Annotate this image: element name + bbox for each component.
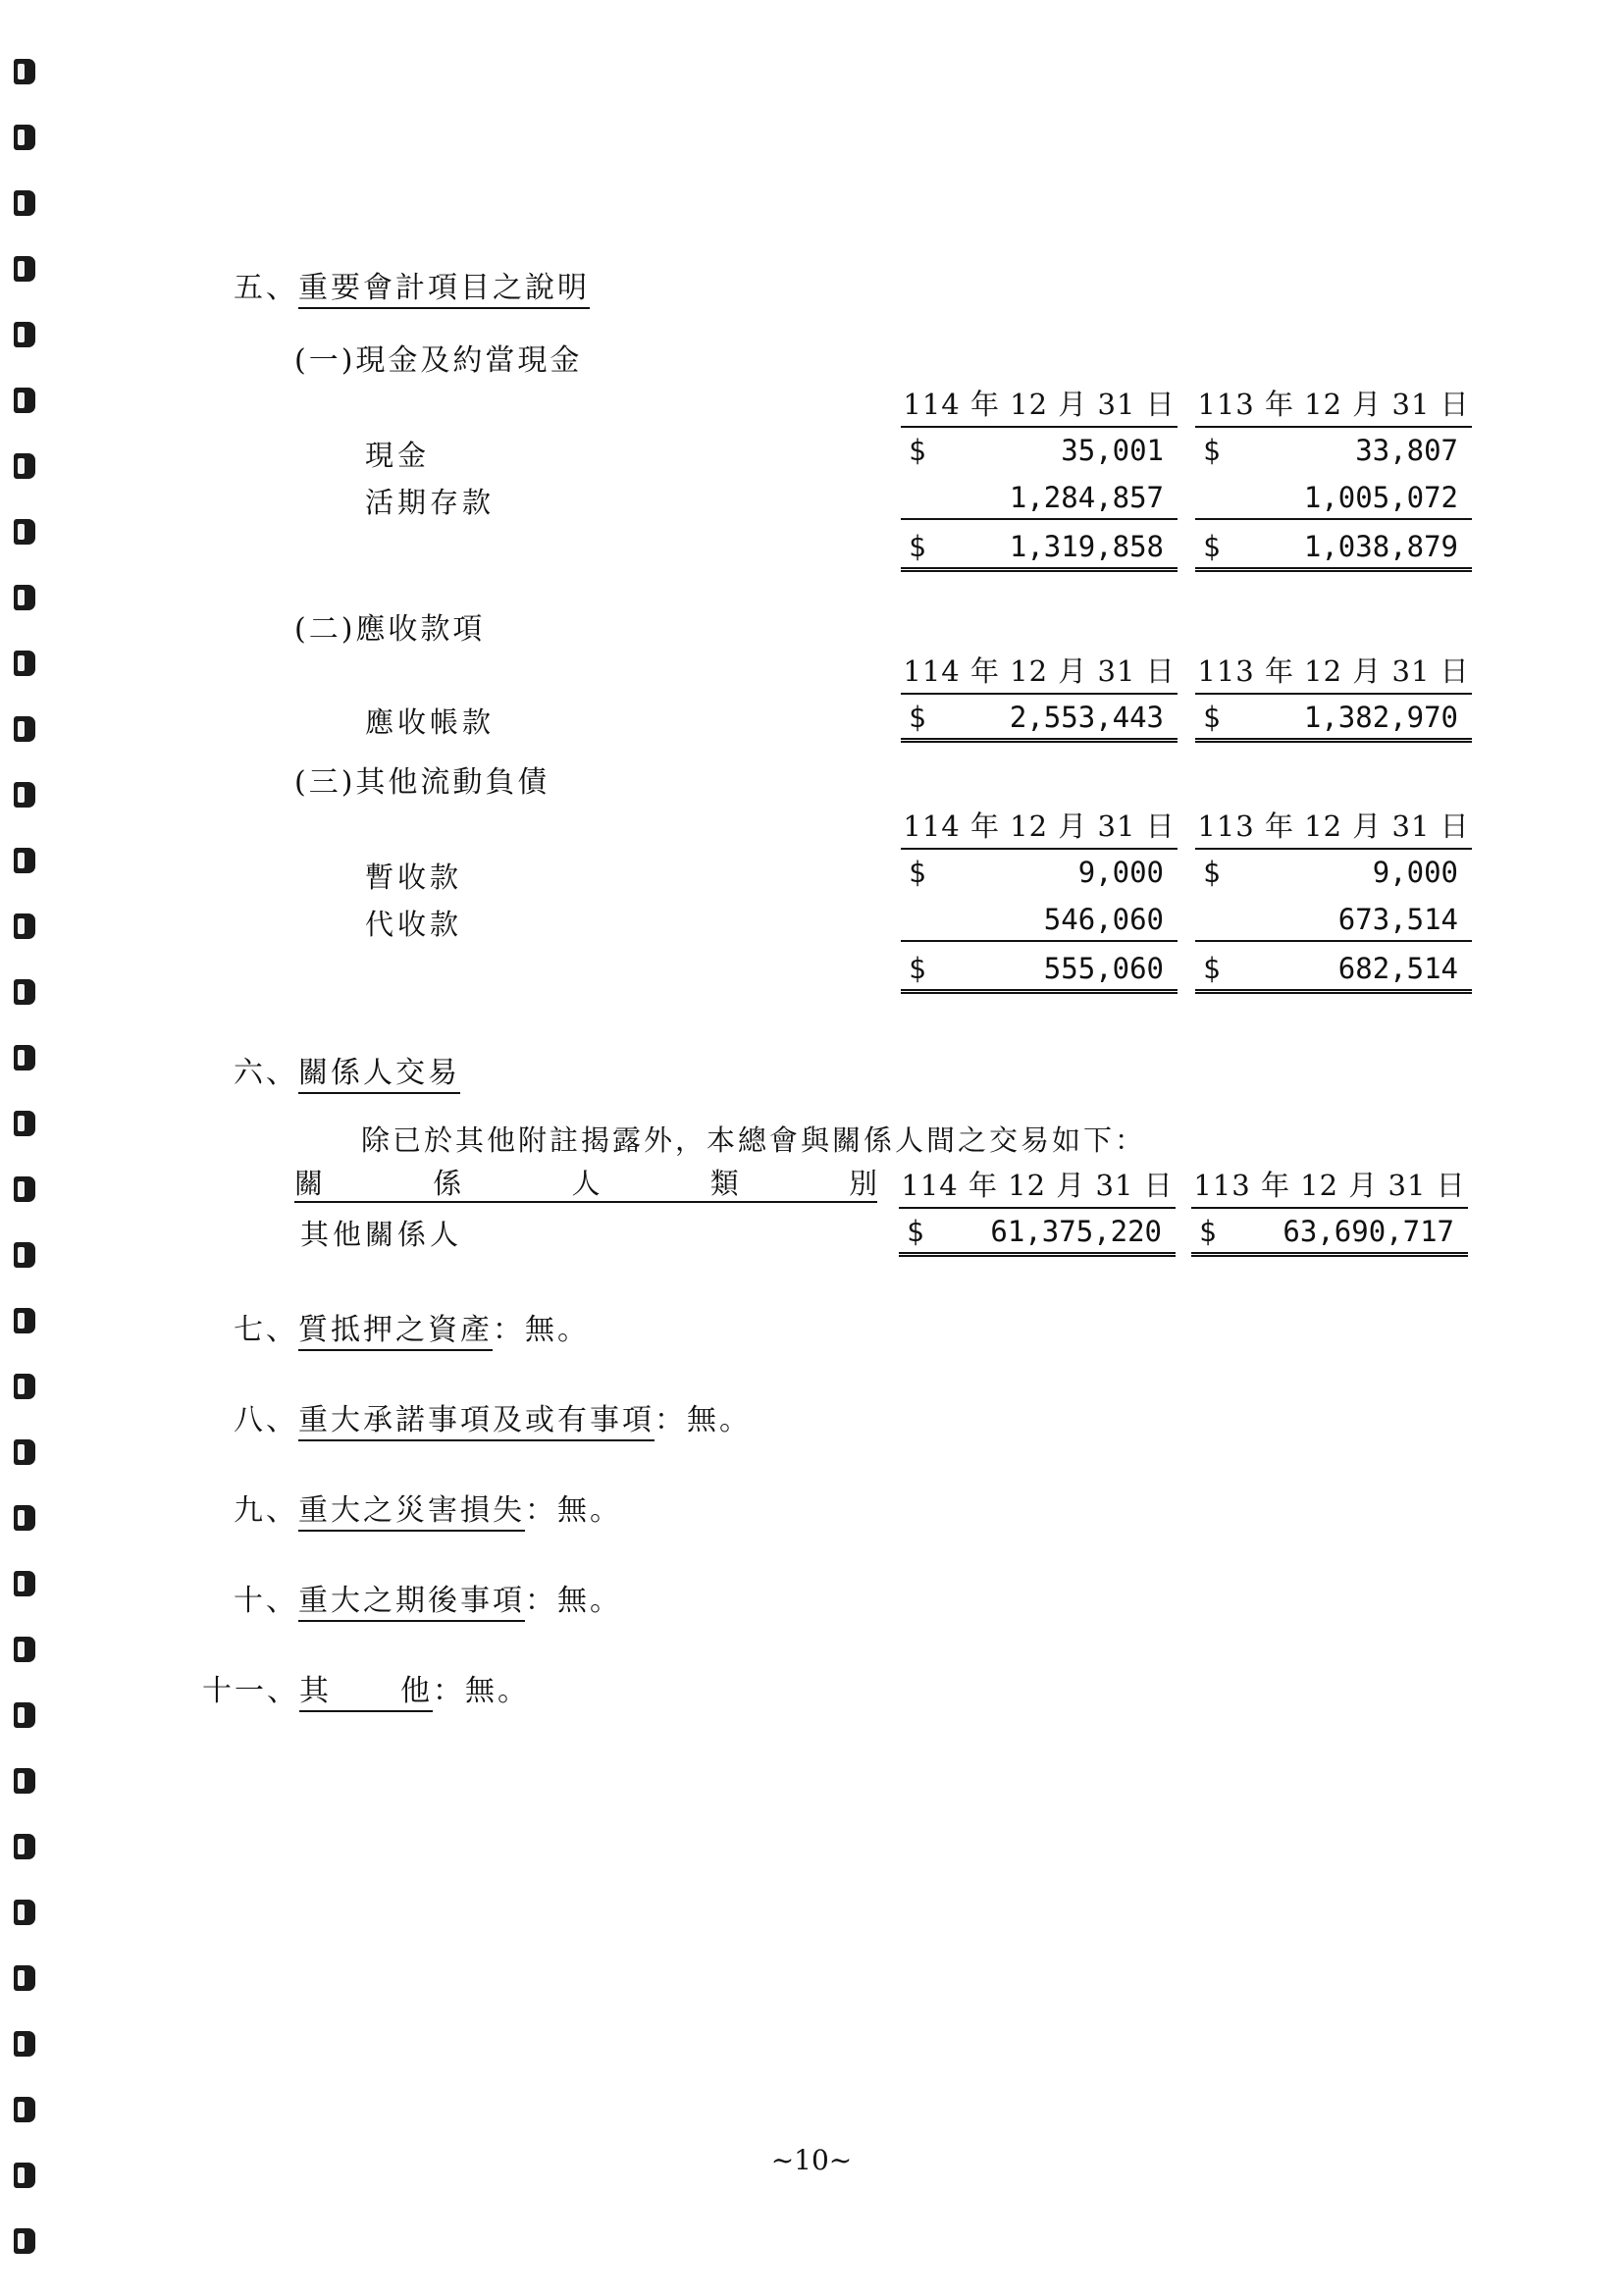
section-10-number: 十、: [234, 1584, 298, 1618]
section-8-value: ：無。: [654, 1403, 752, 1437]
accounts-receivable-113: 1,382,970: [1303, 701, 1458, 734]
category-header-char: 關: [294, 1167, 324, 1200]
section-6-title: 關係人交易: [298, 1056, 460, 1094]
cash-total-col1: [901, 528, 1178, 572]
binder-rings: [14, 59, 39, 2276]
related-party-113: 63,690,717: [1283, 1215, 1454, 1248]
section-7-number: 七、: [234, 1313, 298, 1347]
binder-ring-icon: [14, 1045, 35, 1070]
section-9: [234, 1486, 622, 1529]
binder-ring-icon: [14, 1374, 35, 1399]
currency-symbol: $: [1203, 952, 1221, 985]
related-party-intro: 除已於其他附註揭露外，本總會與關係人間之交易如下：: [361, 1123, 1147, 1157]
other-liabilities-col1-header: 114 年 12 月 31 日: [901, 805, 1178, 850]
section-9-number: 九、: [234, 1493, 298, 1528]
currency-symbol: $: [1203, 530, 1221, 563]
binder-ring-icon: [14, 1637, 35, 1662]
section-6-heading: [234, 1048, 460, 1091]
collections-113: 673,514: [1337, 903, 1458, 936]
collections-label: 代收款: [365, 908, 463, 941]
cash-value-114: 35,001: [1061, 434, 1164, 467]
currency-symbol: $: [909, 530, 926, 563]
temp-receipts-col2: [1195, 854, 1472, 893]
binder-ring-icon: [14, 913, 35, 939]
cash-col2-header: 113 年 12 月 31 日: [1195, 383, 1472, 428]
cash-row-label: 現金: [365, 439, 431, 472]
related-party-col2-header: 113 年 12 月 31 日: [1191, 1164, 1468, 1209]
section-10-title: 重大之期後事項: [298, 1584, 525, 1622]
section-11: [202, 1666, 530, 1709]
currency-symbol: $: [1203, 434, 1221, 467]
binder-ring-icon: [14, 585, 35, 610]
accounts-receivable-col1: [901, 699, 1178, 743]
receivables-col1-header: 114 年 12 月 31 日: [901, 650, 1178, 695]
currency-symbol: $: [909, 434, 926, 467]
binder-ring-icon: [14, 782, 35, 808]
binder-ring-icon: [14, 1242, 35, 1268]
currency-symbol: $: [909, 952, 926, 985]
section-9-title: 重大之災害損失: [298, 1493, 525, 1532]
binder-ring-icon: [14, 1111, 35, 1136]
accounts-receivable-label: 應收帳款: [365, 705, 496, 739]
related-party-category-header: [294, 1162, 877, 1203]
binder-ring-icon: [14, 848, 35, 873]
currency-symbol: $: [1199, 1215, 1217, 1248]
section-8-title: 重大承諾事項及或有事項: [298, 1403, 654, 1441]
binder-ring-icon: [14, 256, 35, 282]
binder-ring-icon: [14, 1439, 35, 1465]
other-liabilities-total-col2: [1195, 950, 1472, 994]
category-header-char: 類: [709, 1167, 739, 1200]
other-liabilities-col2-header: 113 年 12 月 31 日: [1195, 805, 1472, 850]
other-related-party-label: 其他關係人: [300, 1218, 463, 1251]
demand-deposit-label: 活期存款: [365, 486, 496, 519]
other-liabilities-total-114: 555,060: [1043, 952, 1164, 985]
cash-value-113: 33,807: [1355, 434, 1458, 467]
binder-ring-icon: [14, 1571, 35, 1596]
cash-total-113: 1,038,879: [1303, 530, 1458, 563]
binder-ring-icon: [14, 322, 35, 347]
cash-row-col1: [901, 432, 1178, 471]
related-party-114: 61,375,220: [990, 1215, 1162, 1248]
section-6-number: 六、: [234, 1056, 298, 1090]
collections-col1: [901, 901, 1178, 942]
currency-symbol: $: [1203, 856, 1221, 889]
binder-ring-icon: [14, 453, 35, 479]
category-header-char: 係: [433, 1167, 462, 1200]
section-5-title: 重要會計項目之說明: [298, 271, 590, 309]
section-7-value: ：無。: [493, 1313, 590, 1347]
binder-ring-icon: [14, 2228, 35, 2254]
section-8: [234, 1395, 752, 1438]
section-11-value: ：無。: [433, 1674, 530, 1708]
section-7: [234, 1305, 590, 1348]
section-5-heading: [234, 263, 590, 306]
currency-symbol: $: [909, 701, 926, 734]
temp-receipts-col1: [901, 854, 1178, 893]
binder-ring-icon: [14, 1900, 35, 1925]
accounts-receivable-114: 2,553,443: [1009, 701, 1164, 734]
temp-receipts-label: 暫收款: [365, 861, 463, 894]
binder-ring-icon: [14, 519, 35, 545]
cash-row-col2: [1195, 432, 1472, 471]
demand-deposit-value-113: 1,005,072: [1303, 481, 1458, 514]
related-party-col1-header: 114 年 12 月 31 日: [899, 1164, 1176, 1209]
temp-receipts-114: 9,000: [1077, 856, 1164, 889]
binder-ring-icon: [14, 59, 35, 84]
binder-ring-icon: [14, 1176, 35, 1202]
binder-ring-icon: [14, 1834, 35, 1859]
binder-ring-icon: [14, 979, 35, 1005]
binder-ring-icon: [14, 2031, 35, 2057]
currency-symbol: $: [1203, 701, 1221, 734]
other-liabilities-total-113: 682,514: [1337, 952, 1458, 985]
other-liabilities-total-col1: [901, 950, 1178, 994]
related-party-col2: [1191, 1213, 1468, 1257]
currency-symbol: $: [909, 856, 926, 889]
category-header-char: 別: [848, 1167, 877, 1200]
cash-total-col2: [1195, 528, 1472, 572]
binder-ring-icon: [14, 651, 35, 676]
section-10: [234, 1576, 622, 1619]
category-header-char: 人: [571, 1167, 601, 1200]
demand-deposit-col1: [901, 479, 1178, 520]
demand-deposit-value-114: 1,284,857: [1009, 481, 1164, 514]
section-5-number: 五、: [234, 271, 298, 305]
binder-ring-icon: [14, 388, 35, 413]
collections-114: 546,060: [1043, 903, 1164, 936]
section-8-number: 八、: [234, 1403, 298, 1437]
binder-ring-icon: [14, 1702, 35, 1728]
receivables-subtitle: (二)應收款項: [294, 612, 486, 647]
binder-ring-icon: [14, 1768, 35, 1794]
section-11-title: [299, 1674, 433, 1712]
other-liabilities-subtitle: (三)其他流動負債: [294, 765, 550, 800]
receivables-col2-header: 113 年 12 月 31 日: [1195, 650, 1472, 695]
demand-deposit-col2: [1195, 479, 1472, 520]
cash-subtitle: (一)現金及約當現金: [294, 343, 583, 378]
binder-ring-icon: [14, 1965, 35, 1991]
currency-symbol: $: [907, 1215, 924, 1248]
binder-ring-icon: [14, 125, 35, 150]
section-7-title: 質抵押之資產: [298, 1313, 493, 1351]
binder-ring-icon: [14, 2097, 35, 2122]
binder-ring-icon: [14, 1308, 35, 1333]
collections-col2: [1195, 901, 1472, 942]
binder-ring-icon: [14, 1505, 35, 1531]
temp-receipts-113: 9,000: [1372, 856, 1458, 889]
accounts-receivable-col2: [1195, 699, 1472, 743]
binder-ring-icon: [14, 716, 35, 742]
section-10-value: ：無。: [525, 1584, 622, 1618]
section-9-value: ：無。: [525, 1493, 622, 1528]
section-11-title-a: 其: [299, 1674, 332, 1708]
cash-col1-header: 114 年 12 月 31 日: [901, 383, 1178, 428]
section-11-title-b: 他: [400, 1674, 433, 1708]
related-party-col1: [899, 1213, 1176, 1257]
page-number: ~10~: [770, 2144, 853, 2176]
section-11-number: 十一、: [202, 1674, 299, 1708]
cash-total-114: 1,319,858: [1009, 530, 1164, 563]
binder-ring-icon: [14, 190, 35, 216]
